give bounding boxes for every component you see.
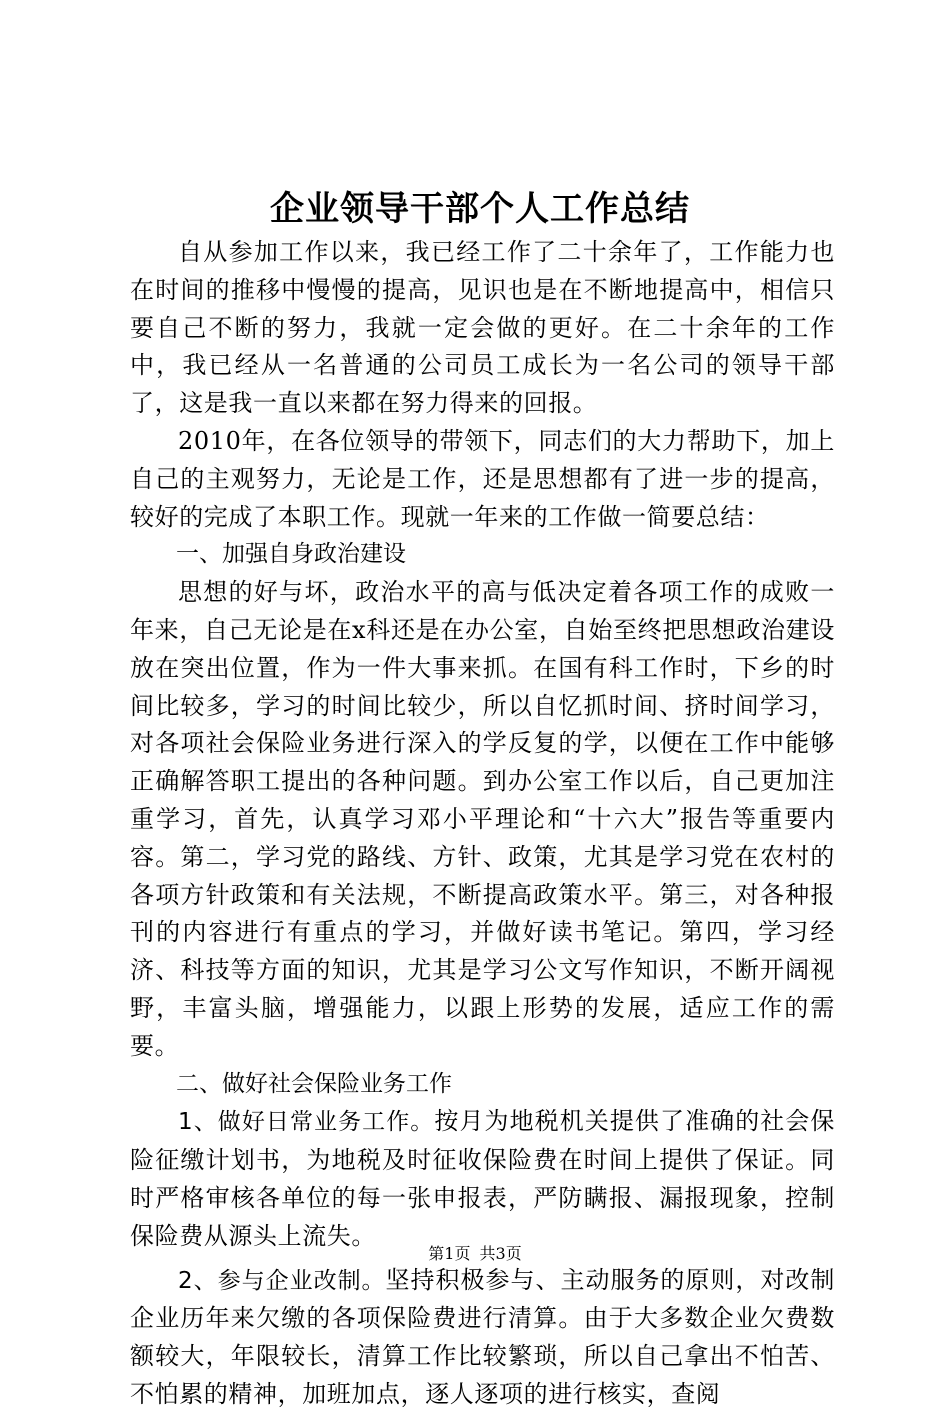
document-title: 企业领导干部个人工作总结 <box>270 189 690 229</box>
intro-paragraph-2: 2010年，在各位领导的带领下，同志们的大力帮助下，加上自己的主观努力，无论是工作，还是思想都有了进一步的提高，较好的完成了本职工作。现就一年来的工作做一简要总结： <box>130 426 835 531</box>
intro-paragraph-1: 自从参加工作以来，我已经工作了二十余年了，工作能力也在时间的推移中慢慢的提高，见识也是在不断地提高中，相信只要自己不断的努力，我就一定会做的更好。在二十余年的工作中，我已经从一名普通的公司员工成长为一名公司的领导干部了，这是我一直以来都在努力得来的回报。 <box>130 238 835 418</box>
section-1-heading: 一、加强自身政治建设 <box>176 541 406 568</box>
page-number: 第1页 <box>428 1244 471 1263</box>
document-body <box>130 234 835 1414</box>
section-2-item-1-text: 按月为地税机关提供了准确的社会保险征缴计划书，为地税及时征收保险费在时间上提供了保证。同时严格审核各单位的每一张申报表，严防瞒报、漏报现象，控制保险费从源头上流失。 <box>130 1107 836 1250</box>
page-total: 共3页 <box>479 1244 522 1263</box>
section-2-heading: 二、做好社会保险业务工作 <box>176 1070 452 1097</box>
section-2-item-1-lead: 1、做好日常业务工作。 <box>178 1109 435 1136</box>
section-1-paragraph: 思想的好与坏，政治水平的高与低决定着各项工作的成败一年来，自己无论是在x科还是在办公室，自始至终把思想政治建设放在突出位置，作为一件大事来抓。在国有科工作时，下乡的时间比较多，学习的时间比较少，所以自忆抓时间、挤时间学习，对各项社会保险业务进行深入的学反复的学，以便在工作中能够正确解答职工提出的各种问题。到办公室工作以后，自己更加注重学习，首先，认真学习邓小平理论和“十六大”报告等重要内容。第二，学习党的路线、方针、政策，尤其是学习党在农村的各项方针政策和有关法规，不断提高政策水平。第三，对各种报刊的内容进行有重点的学习，并做好读书笔记。第四，学习经济、科技等方面的知识，尤其是学习公文写作知识，不断开阔视野，丰富头脑，增强能力，以跟上形势的发展，适应工作的需要。 <box>130 578 835 1060</box>
section-2-item-1 <box>130 1103 835 1255</box>
section-2-item-2-lead: 2、参与企业改制。 <box>178 1267 386 1294</box>
section-2-item-2-text: 坚持积极参与、主动服务的原则，对改制企业历年来欠缴的各项保险费进行清算。由于大多数企业欠费数额较大，年限较长，清算工作比较繁琐，所以自己拿出不怕苦、不怕累的精神，加班加点，逐人逐项的进行核实，查阅 <box>130 1265 835 1408</box>
page-footer <box>0 1243 950 1265</box>
section-2-item-2 <box>130 1262 835 1414</box>
